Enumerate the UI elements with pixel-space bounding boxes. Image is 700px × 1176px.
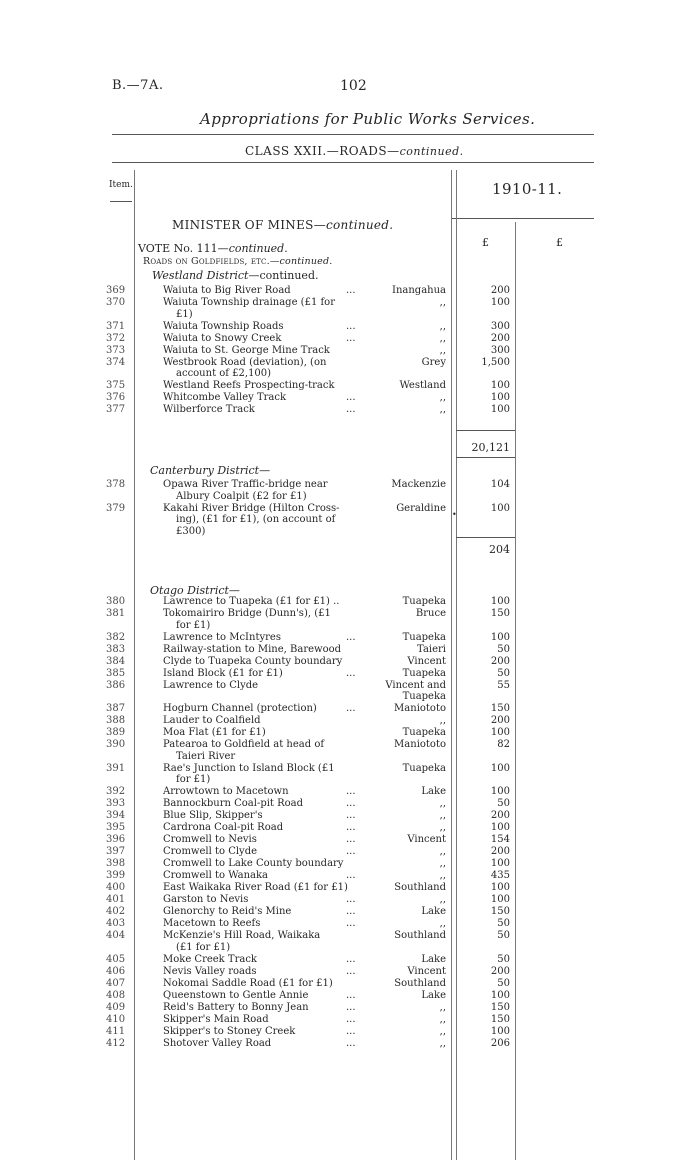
county-name: Maniototo [394,739,446,750]
amount: 200 [490,715,510,726]
table-row [0,691,700,702]
county-name: Tuapeka [402,667,446,679]
item-number: 391 [106,762,126,774]
item-number: 377 [106,404,126,415]
page-number: 102 [340,78,367,94]
table-row [0,882,700,893]
item-number: 412 [106,1037,126,1049]
amount: 435 [490,870,510,881]
leader-dots: ... [346,285,356,296]
item-description: Clyde to Tuapeka County boundary [163,655,343,667]
table-row [0,479,700,490]
county-name: Lake [421,786,446,797]
item-number: 392 [106,786,126,797]
county-name: Lake [421,989,446,1001]
canterbury-total-rule [456,537,515,538]
amount: 100 [490,822,510,833]
table-row [0,1026,700,1037]
county-name: Southland [394,977,446,989]
item-number: 373 [106,344,126,356]
item-number: 398 [106,858,126,869]
county-name: ,, [439,870,446,881]
amount: 150 [490,608,510,619]
leader-dots: ... [346,631,356,643]
canterbury-heading: Canterbury District— [150,464,271,477]
item-description: for £1) [176,774,211,785]
table-row [0,285,700,296]
leader-dots: ... [346,1025,356,1037]
stray-mark: • [452,510,457,519]
county-name: ,, [439,846,446,857]
item-description: Cromwell to Clyde [163,846,258,857]
item-description: Westbrook Road (deviation), (on [163,356,327,368]
table-row [0,526,700,537]
item-number: 406 [106,965,126,977]
item-description: Patearoa to Goldfield at head of [163,739,325,750]
county-name: Southland [394,882,446,893]
county-name: Grey [421,356,446,368]
item-description: Reid's Battery to Bonny Jean [163,1001,309,1013]
table-row [0,751,700,762]
county-name: ,, [439,297,446,308]
leader-dots: ... [346,953,356,965]
item-description: Island Block (£1 for £1) [163,667,283,679]
roads-heading: Roads on Goldfields, etc.—continued. [143,256,333,267]
table-row [0,514,700,525]
leader-dots: ... [346,392,356,403]
amount: 300 [490,344,510,356]
item-description: East Waikaka River Road (£1 for £1) [163,882,348,893]
table-row [0,1002,700,1013]
amount: 104 [490,479,510,490]
amount: 100 [490,894,510,905]
item-header-rule [110,201,132,202]
page-title: Appropriations for Public Works Services. [200,110,536,128]
item-description: Arrowtown to Macetown [163,786,289,797]
table-row [0,321,700,332]
table-row [0,715,700,726]
item-number: 385 [106,667,126,679]
item-number: 371 [106,320,126,332]
amount: 100 [490,380,510,391]
item-number: 395 [106,822,126,833]
amount: 50 [497,667,510,679]
item-description: account of £2,100) [176,368,272,379]
county-name: Geraldine [396,502,446,514]
table-row [0,297,700,308]
item-description: Skipper's to Stoney Creek [163,1025,296,1037]
table-row [0,870,700,881]
amount: 200 [490,655,510,667]
county-name: ,, [439,1001,446,1013]
county-name: Inangahua [392,285,446,296]
amount: 100 [490,404,510,415]
amount: 200 [490,285,510,296]
item-description: Nokomai Saddle Road (£1 for £1) [163,977,333,989]
county-name: Taieri [417,643,446,655]
county-name: Maniototo [394,703,446,714]
amount: 50 [497,977,510,989]
item-number: 407 [106,977,126,989]
item-number: 380 [106,596,126,607]
item-number: 369 [106,285,126,296]
table-row [0,834,700,845]
leader-dots: ... [346,965,356,977]
county-name: Vincent [407,655,446,667]
item-number: 381 [106,608,126,619]
class-title: CLASS XXII.—ROADS—continued. [245,144,464,158]
amount: 300 [490,320,510,332]
item-number: 379 [106,502,126,514]
amount: 150 [490,1013,510,1025]
table-row [0,1014,700,1025]
amount: 50 [497,930,510,941]
table-row [0,357,700,368]
year-header-rule [452,218,594,219]
document-reference: B.—7A. [112,78,164,93]
item-column-header: Item. [109,180,133,190]
item-description: Cromwell to Nevis [163,834,257,845]
county-name: ,, [439,715,446,726]
table-row [0,774,700,785]
amount: 200 [490,332,510,344]
county-name: Tuapeka [402,631,446,643]
item-description: Whitcombe Valley Track [163,392,287,403]
table-row [0,966,700,977]
amount: 82 [497,739,510,750]
county-name: Westland [399,380,446,391]
amount: 100 [490,989,510,1001]
amount: 1,500 [481,356,510,368]
table-row [0,739,700,750]
amount: 100 [490,727,510,738]
amount: 200 [490,965,510,977]
item-number: 408 [106,989,126,1001]
item-description: Albury Coalpit (£2 for £1) [176,490,307,502]
amount: 100 [490,762,510,774]
county-name: ,, [439,392,446,403]
item-description: Westland Reefs Prospecting-track [163,380,335,391]
county-name: Tuapeka [402,762,446,774]
leader-dots: ... [346,1037,356,1049]
amount: 100 [490,786,510,797]
table-row [0,786,700,797]
amount: 100 [490,392,510,403]
table-row [0,954,700,965]
leader-dots: ... [346,703,356,714]
amount: 100 [490,882,510,893]
amount: 200 [490,846,510,857]
county-name: Tuapeka [402,727,446,738]
item-description: ing), (£1 for £1), (on account of [176,514,336,525]
table-row [0,392,700,403]
item-number: 403 [106,918,126,929]
item-number: 409 [106,1001,126,1013]
county-name: ,, [439,1025,446,1037]
item-number: 382 [106,631,126,643]
table-row [0,894,700,905]
item-number: 383 [106,643,126,655]
item-description: £300) [176,525,206,537]
table-row [0,1038,700,1049]
amount: 100 [490,858,510,869]
year-column-header: 1910-11. [492,180,563,198]
amount: 50 [497,643,510,655]
leader-dots: ... [346,320,356,332]
item-description: Bannockburn Coal-pit Road [163,798,304,809]
item-description: Cromwell to Lake County boundary [163,858,344,869]
class-rule [112,162,594,163]
item-number: 387 [106,703,126,714]
leader-dots: ... [346,822,356,833]
item-description: Waiuta to Snowy Creek [163,332,282,344]
county-name: ,, [439,404,446,415]
leader-dots: ... [346,846,356,857]
item-number: 378 [106,479,126,490]
item-description: Lawrence to McIntyres [163,631,281,643]
amount: 55 [497,679,510,691]
item-description: McKenzie's Hill Road, Waikaka [163,930,321,941]
amount: 50 [497,798,510,809]
item-description: Tokomairiro Bridge (Dunn's), (£1 [163,608,331,619]
table-row [0,918,700,929]
county-name: ,, [439,332,446,344]
county-name: Mackenzie [391,479,446,490]
county-name: Vincent and [385,679,446,691]
county-name: Vincent [407,834,446,845]
item-description: Rae's Junction to Island Block (£1 [163,762,335,774]
amount: 100 [490,297,510,308]
vote-heading: VOTE No. 111—continued. [138,242,288,255]
table-row [0,620,700,631]
item-number: 370 [106,297,126,308]
county-name: ,, [439,320,446,332]
county-name: ,, [439,1013,446,1025]
item-description: Taieri River [176,750,236,762]
table-row [0,846,700,857]
table-row [0,596,700,607]
item-description: £1) [176,308,193,320]
amount: 100 [490,596,510,607]
item-description: Nevis Valley roads [163,965,257,977]
westland-total: 20,121 [471,441,510,454]
leader-dots: ... [346,989,356,1001]
leader-dots: ... [346,332,356,344]
item-number: 390 [106,739,126,750]
item-description: Waiuta Township drainage (£1 for [163,297,335,308]
table-row [0,380,700,391]
leader-dots: ... [346,1001,356,1013]
item-number: 374 [106,356,126,368]
amount: 150 [490,703,510,714]
item-number: 400 [106,882,126,893]
item-description: Hogburn Channel (protection) [163,703,317,714]
table-row [0,822,700,833]
amount: 100 [490,1025,510,1037]
item-description: Moa Flat (£1 for £1) [163,727,266,738]
county-name: Lake [421,906,446,917]
item-number: 396 [106,834,126,845]
leader-dots: ... [346,834,356,845]
item-description: Lauder to Coalfield [163,715,261,726]
item-number: 372 [106,332,126,344]
item-number: 397 [106,846,126,857]
amount: 50 [497,953,510,965]
table-row [0,763,700,774]
item-description: Cromwell to Wanaka [163,870,268,881]
amount: 200 [490,810,510,821]
table-row [0,333,700,344]
county-name: Tuapeka [402,596,446,607]
county-name: Lake [421,953,446,965]
leader-dots: ... [346,870,356,881]
county-name: ,, [439,1037,446,1049]
table-row [0,368,700,379]
table-row [0,309,700,320]
table-row [0,608,700,619]
item-number: 386 [106,679,126,691]
item-number: 393 [106,798,126,809]
pound-sign-col1: £ [482,236,489,249]
table-row [0,930,700,941]
item-description: Blue Slip, Skipper's [163,810,263,821]
item-number: 405 [106,953,126,965]
table-row [0,798,700,809]
item-number: 404 [106,930,126,941]
item-description: Glenorchy to Reid's Mine [163,906,292,917]
item-description: Garston to Nevis [163,894,249,905]
table-row [0,656,700,667]
table-row [0,978,700,989]
item-number: 411 [106,1025,126,1037]
county-name: Southland [394,930,446,941]
item-description: Wilberforce Track [163,404,255,415]
item-description: Skipper's Main Road [163,1013,269,1025]
amount: 100 [490,631,510,643]
westland-total-rule-top [456,430,515,431]
county-name: ,, [439,344,446,356]
item-description: Opawa River Traffic-bridge near [163,479,328,490]
item-number: 376 [106,392,126,403]
county-name: ,, [439,798,446,809]
table-row [0,906,700,917]
leader-dots: ... [346,798,356,809]
county-name: ,, [439,918,446,929]
table-row [0,404,700,415]
item-description: Railway-station to Mine, Barewood [163,643,342,655]
otago-heading: Otago District— [150,584,240,597]
item-description: Queenstown to Gentle Annie [163,989,309,1001]
item-number: 402 [106,906,126,917]
item-number: 399 [106,870,126,881]
table-row [0,491,700,502]
item-number: 384 [106,655,126,667]
leader-dots: ... [346,906,356,917]
amount: 154 [490,834,510,845]
item-description: Lawrence to Tuapeka (£1 for £1) .. [163,596,340,607]
table-row [0,668,700,679]
pound-sign-col2: £ [556,236,563,249]
item-description: Waiuta to Big River Road [163,285,291,296]
leader-dots: ... [346,786,356,797]
table-row [0,703,700,714]
table-row [0,345,700,356]
item-number: 388 [106,715,126,726]
item-description: Waiuta Township Roads [163,320,284,332]
item-description: Shotover Valley Road [163,1037,272,1049]
table-row [0,942,700,953]
leader-dots: ... [346,1013,356,1025]
amount: 150 [490,906,510,917]
leader-dots: ... [346,810,356,821]
county-name: ,, [439,822,446,833]
amount: 150 [490,1001,510,1013]
item-number: 389 [106,727,126,738]
table-row [0,858,700,869]
item-description: Moke Creek Track [163,953,257,965]
item-description: (£1 for £1) [176,941,231,953]
item-description: Cardrona Coal-pit Road [163,822,284,833]
table-row [0,990,700,1001]
item-number: 410 [106,1013,126,1025]
item-description: Macetown to Reefs [163,918,261,929]
county-name: Tuapeka [402,691,446,702]
table-row [0,810,700,821]
table-row [0,680,700,691]
leader-dots: ... [346,667,356,679]
county-name: ,, [439,810,446,821]
amount: 100 [490,502,510,514]
leader-dots: ... [346,404,356,415]
table-row [0,503,700,514]
amount: 50 [497,918,510,929]
item-number: 394 [106,810,126,821]
county-name: ,, [439,894,446,905]
table-row [0,632,700,643]
county-name: ,, [439,858,446,869]
westland-heading: Westland District—continued. [152,269,319,282]
item-number: 401 [106,894,126,905]
item-number: 375 [106,380,126,391]
item-description: Kakahi River Bridge (Hilton Cross- [163,502,340,514]
county-name: Vincent [407,965,446,977]
amount: 206 [490,1037,510,1049]
leader-dots: ... [346,918,356,929]
table-row [0,727,700,738]
title-rule [112,134,594,135]
minister-heading: MINISTER OF MINES—continued. [172,218,394,232]
leader-dots: ... [346,894,356,905]
westland-total-rule-bottom [456,457,515,458]
canterbury-total: 204 [489,543,510,556]
item-description: Waiuta to St. George Mine Track [163,344,330,356]
item-description: Lawrence to Clyde [163,679,259,691]
table-row [0,644,700,655]
item-description: for £1) [176,619,211,631]
county-name: Bruce [415,608,446,619]
